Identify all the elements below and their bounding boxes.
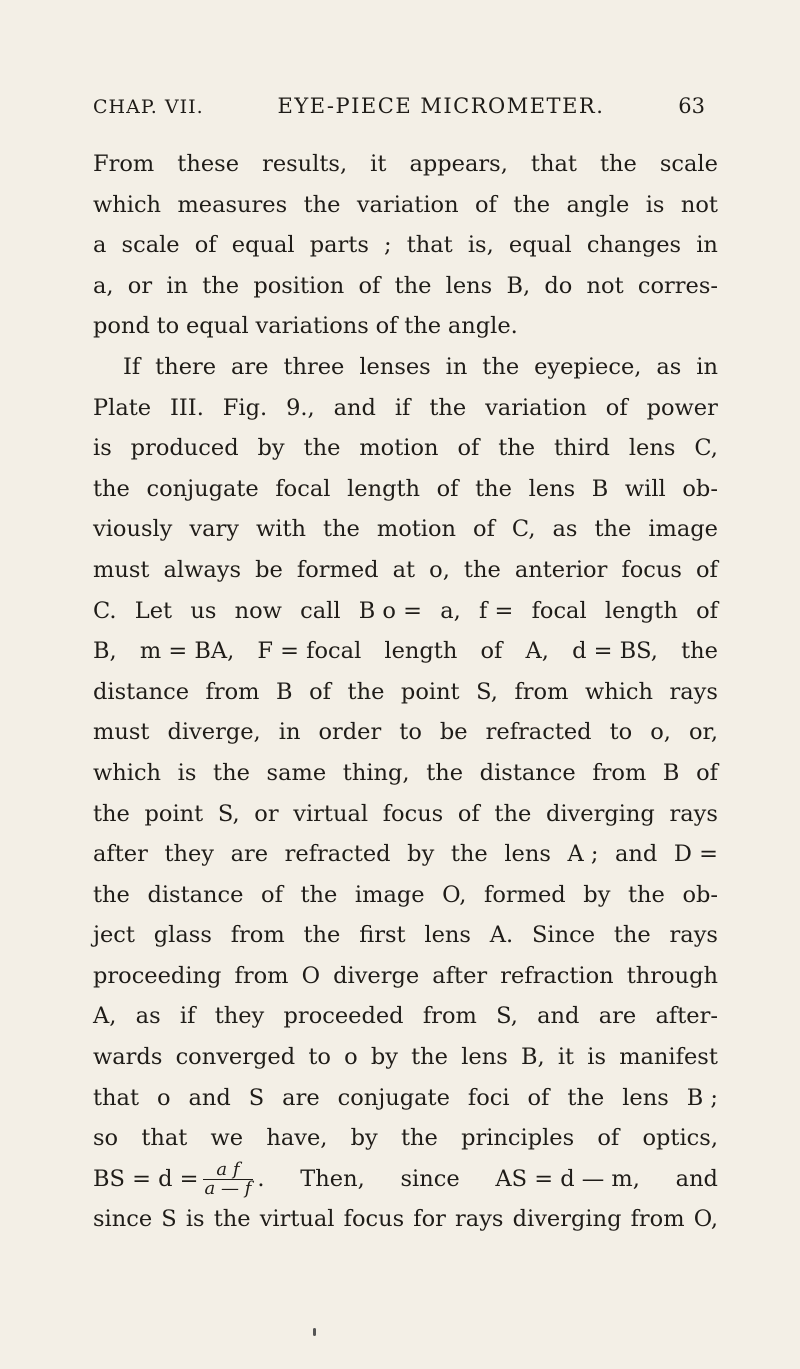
word: must <box>93 556 150 583</box>
formula-line <box>93 1159 718 1200</box>
text-line <box>93 631 718 672</box>
text-line <box>93 875 718 916</box>
word: is <box>93 435 112 462</box>
word: the <box>426 759 464 786</box>
word: S <box>161 1206 177 1233</box>
word: S, <box>217 800 240 827</box>
word: Since <box>532 922 596 949</box>
word: formed <box>484 881 566 908</box>
word: parts <box>309 232 369 259</box>
word: o, <box>429 556 450 583</box>
word: refracted <box>485 719 592 746</box>
word: angle <box>566 191 630 218</box>
fraction <box>203 1158 254 1199</box>
word: F = focal <box>257 638 362 665</box>
word: after <box>432 962 488 989</box>
word: from <box>592 759 647 786</box>
word: and <box>188 1084 231 1111</box>
formula-lhs: BS = d = <box>93 1165 199 1192</box>
word: of <box>309 678 331 705</box>
word: the <box>303 922 341 949</box>
word: as <box>656 353 682 380</box>
word: if <box>179 1003 196 1030</box>
word: a, <box>440 597 461 624</box>
word: of <box>474 191 497 218</box>
word: a, <box>93 272 114 299</box>
word: variation <box>485 394 587 421</box>
formula-word: since <box>400 1165 460 1192</box>
word: always <box>163 556 242 583</box>
word: the <box>93 881 130 908</box>
word: at <box>392 556 416 583</box>
word: vary <box>189 516 239 543</box>
word: conjugate <box>146 475 259 502</box>
word: that <box>406 232 453 259</box>
formula-word: and <box>675 1165 718 1192</box>
chapter-label: CHAP. VII. <box>93 96 204 118</box>
word: these <box>177 151 240 177</box>
text-line <box>93 956 718 997</box>
text-line <box>93 672 718 713</box>
word: and <box>615 841 658 868</box>
word: viously <box>93 516 173 543</box>
word: us <box>190 597 217 624</box>
word: that <box>530 151 577 177</box>
word: call <box>300 597 341 624</box>
word: by <box>350 1125 378 1152</box>
word: A, <box>525 638 549 665</box>
word: o <box>344 1044 358 1071</box>
word: the <box>482 353 520 380</box>
word: in <box>445 353 468 380</box>
word: the <box>411 1044 448 1071</box>
word: by <box>257 435 285 462</box>
word: to <box>609 719 633 746</box>
word: of <box>261 881 283 908</box>
word: B, <box>520 1044 545 1071</box>
word: converged <box>175 1044 296 1071</box>
word: are <box>282 1084 320 1111</box>
text-line <box>93 144 718 185</box>
word: equal <box>231 232 295 259</box>
word: of <box>527 1084 550 1111</box>
word: rays <box>669 800 718 827</box>
word: anterior <box>514 556 608 583</box>
word: focal <box>531 597 587 624</box>
word: results, <box>262 151 348 177</box>
text-line <box>93 753 718 794</box>
word: O, <box>442 881 467 908</box>
text-line <box>93 185 718 226</box>
word: the <box>494 800 532 827</box>
fraction-numerator: a f <box>203 1161 254 1180</box>
word: produced <box>130 435 239 462</box>
text-line <box>93 1199 718 1240</box>
word: the <box>475 475 512 502</box>
word: diverge, <box>167 719 261 746</box>
word: scale <box>121 232 180 259</box>
word: of <box>597 1125 620 1152</box>
word: from <box>422 1003 477 1030</box>
running-header <box>93 94 705 118</box>
text-line <box>93 1118 718 1159</box>
word: ject <box>93 922 135 949</box>
word: ob- <box>682 881 718 908</box>
word: by <box>370 1044 398 1071</box>
word: the <box>347 678 385 705</box>
word: Fig. <box>222 394 268 421</box>
word: A, <box>93 1003 117 1030</box>
word: they <box>164 841 214 868</box>
word: from <box>234 962 289 989</box>
word: lens <box>504 841 551 868</box>
word: lenses <box>359 353 431 380</box>
word: is <box>587 1044 606 1071</box>
word: the <box>303 435 341 462</box>
word: 9., <box>286 394 315 421</box>
word: C, <box>694 435 718 462</box>
word: diverging <box>512 1206 622 1233</box>
word: rays <box>669 922 718 949</box>
word: S <box>248 1084 265 1111</box>
word: be <box>439 719 468 746</box>
word: of <box>375 313 398 340</box>
word: the <box>463 556 501 583</box>
word: B ; <box>686 1084 718 1111</box>
word: focal <box>275 475 331 502</box>
word: the <box>513 191 551 218</box>
word: or <box>127 272 153 299</box>
word: length <box>384 638 458 665</box>
text-line <box>93 712 718 753</box>
text-line <box>93 1078 718 1119</box>
text-line <box>93 428 718 469</box>
word: m = BA, <box>139 638 235 665</box>
word: will <box>624 475 666 502</box>
word: focus <box>382 800 444 827</box>
word: the <box>93 800 130 827</box>
word: position <box>253 272 345 299</box>
word: they <box>214 1003 265 1030</box>
word: point <box>400 678 460 705</box>
word: of <box>696 759 718 786</box>
formula-word: Then, <box>300 1165 365 1192</box>
word: lens <box>628 435 676 462</box>
word: is, <box>467 232 494 259</box>
word: variations <box>255 313 369 340</box>
formula-period: . <box>257 1165 265 1192</box>
word: have, <box>266 1125 328 1152</box>
word: the <box>594 516 632 543</box>
word: it <box>370 151 387 177</box>
word: S, <box>476 678 498 705</box>
word: by <box>583 881 611 908</box>
word: the <box>300 881 338 908</box>
word: appears, <box>409 151 508 177</box>
text-line <box>93 834 718 875</box>
text-line <box>93 915 718 956</box>
word: proceeding <box>93 962 222 989</box>
word: to <box>156 313 180 340</box>
word: focus <box>343 1206 405 1233</box>
word: the <box>323 516 360 543</box>
word: rays <box>455 1206 504 1233</box>
text-line <box>93 591 718 632</box>
word: not <box>586 272 624 299</box>
word: as <box>135 1003 161 1030</box>
word: first <box>359 922 406 949</box>
word: do <box>544 272 573 299</box>
word: after <box>93 841 148 868</box>
word: S, <box>496 1003 518 1030</box>
word: the <box>404 313 442 340</box>
word: refracted <box>284 841 391 868</box>
word: If <box>123 353 141 380</box>
word: as <box>552 516 578 543</box>
word: scale <box>659 151 718 177</box>
word: manifest <box>619 1044 718 1071</box>
word: B <box>662 759 680 786</box>
word: the <box>599 151 637 177</box>
word: the <box>394 272 432 299</box>
text-line <box>93 550 718 591</box>
word: rays <box>669 678 718 705</box>
word: in <box>696 353 718 380</box>
word: length <box>604 597 678 624</box>
word: B <box>276 678 293 705</box>
word: that <box>93 1084 139 1111</box>
word: we <box>210 1125 244 1152</box>
word: a <box>93 232 107 259</box>
word: angle. <box>447 313 518 340</box>
word: the <box>213 759 250 786</box>
word: the <box>681 638 718 665</box>
text-line <box>93 996 718 1037</box>
word: to <box>399 719 422 746</box>
word: of <box>194 232 217 259</box>
word: optics, <box>642 1125 718 1152</box>
word: of <box>696 556 718 583</box>
word: distance <box>93 678 190 705</box>
word: and <box>537 1003 580 1030</box>
word: the <box>498 435 536 462</box>
word: ; <box>384 232 392 259</box>
word: not <box>680 191 718 218</box>
word: lens <box>528 475 576 502</box>
word: glass <box>153 922 212 949</box>
word: the <box>202 272 240 299</box>
text-line <box>93 509 718 550</box>
word: in <box>166 272 189 299</box>
word: equal <box>508 232 572 259</box>
word: Let <box>134 597 173 624</box>
word: from <box>630 1206 685 1233</box>
word: of <box>696 597 718 624</box>
word: are <box>598 1003 637 1030</box>
word: B, <box>93 638 117 665</box>
text-line <box>93 225 718 266</box>
ink-speck <box>313 1328 316 1336</box>
text-line <box>93 469 718 510</box>
word: wards <box>93 1044 163 1071</box>
word: C, <box>511 516 536 543</box>
word: III. <box>170 394 204 421</box>
word: now <box>234 597 282 624</box>
word: O, <box>693 1206 718 1233</box>
word: that <box>141 1125 188 1152</box>
word: which <box>93 759 162 786</box>
word: if <box>394 394 411 421</box>
word: the <box>93 475 130 502</box>
word: in <box>278 719 301 746</box>
word: the <box>429 394 467 421</box>
word: virtual <box>293 800 369 827</box>
word: the <box>628 881 665 908</box>
word: f = <box>479 597 514 624</box>
word: of <box>457 800 480 827</box>
word: of <box>436 475 459 502</box>
body-text <box>93 144 718 1240</box>
word: which <box>93 191 162 218</box>
word: three <box>283 353 345 380</box>
word: focus <box>621 556 682 583</box>
word: From <box>93 151 155 177</box>
word: equal <box>185 313 249 340</box>
word: proceeded <box>283 1003 404 1030</box>
word: diverge <box>333 962 420 989</box>
word: are <box>231 353 269 380</box>
word: B, <box>506 272 531 299</box>
text-line <box>93 794 718 835</box>
word: since <box>93 1206 153 1233</box>
word: or <box>254 800 279 827</box>
word: o <box>156 1084 171 1111</box>
word: O <box>301 962 321 989</box>
word: diverging <box>545 800 655 827</box>
word: lens <box>445 272 493 299</box>
word: the <box>613 922 651 949</box>
word: and <box>333 394 376 421</box>
word: to <box>308 1044 331 1071</box>
word: the <box>303 191 341 218</box>
word: so <box>93 1125 119 1152</box>
text-line <box>93 306 718 347</box>
word: image <box>354 881 425 908</box>
word: same <box>266 759 327 786</box>
word: foci <box>467 1084 510 1111</box>
word: of <box>605 394 628 421</box>
word: corres- <box>637 272 718 299</box>
word: be <box>255 556 283 583</box>
word: o, <box>650 719 671 746</box>
word: by <box>407 841 435 868</box>
running-title: EYE-PIECE MICROMETER. <box>277 94 605 118</box>
word: C. <box>93 597 117 624</box>
word: of <box>473 516 495 543</box>
text-line <box>93 266 718 307</box>
word: the <box>400 1125 438 1152</box>
word: of <box>480 638 503 665</box>
word: lens <box>622 1084 669 1111</box>
word: from <box>514 678 569 705</box>
word: A ; <box>567 841 599 868</box>
word: pond <box>93 313 150 340</box>
word: image <box>648 516 718 543</box>
word: is <box>645 191 665 218</box>
text-line <box>93 388 718 429</box>
word: B o = <box>358 597 422 624</box>
word: third <box>554 435 610 462</box>
word: of <box>358 272 381 299</box>
word: with <box>256 516 306 543</box>
word: order <box>318 719 382 746</box>
word: refraction <box>500 962 614 989</box>
word: must <box>93 719 150 746</box>
word: conjugate <box>337 1084 450 1111</box>
word: in <box>696 232 718 259</box>
word: from <box>230 922 285 949</box>
page-number: 63 <box>678 94 705 118</box>
word: the <box>213 1206 251 1233</box>
word: lens <box>424 922 471 949</box>
word: for <box>413 1206 446 1233</box>
word: it <box>557 1044 575 1071</box>
word: through <box>626 962 718 989</box>
formula-word: AS = d — m, <box>495 1165 640 1192</box>
word: lens <box>461 1044 508 1071</box>
word: motion <box>376 516 457 543</box>
word: ob- <box>682 475 718 502</box>
word: d = BS, <box>572 638 658 665</box>
word: are <box>230 841 269 868</box>
word: which <box>584 678 653 705</box>
word: length <box>347 475 421 502</box>
word: motion <box>359 435 439 462</box>
word: there <box>155 353 217 380</box>
word: distance <box>479 759 576 786</box>
word: from <box>205 678 260 705</box>
word: power <box>646 394 718 421</box>
word: principles <box>461 1125 575 1152</box>
word: changes <box>586 232 682 259</box>
word: of <box>457 435 480 462</box>
word: is <box>177 759 197 786</box>
word: D = <box>673 841 718 868</box>
word: B <box>591 475 609 502</box>
word: is <box>185 1206 205 1233</box>
text-line <box>93 347 718 388</box>
word: formed <box>296 556 379 583</box>
word: or, <box>688 719 718 746</box>
word: Plate <box>93 394 152 421</box>
text-line <box>93 1037 718 1078</box>
word: A. <box>489 922 514 949</box>
word: variation <box>356 191 459 218</box>
fraction-denominator: a — f <box>204 1177 252 1199</box>
word: distance <box>147 881 244 908</box>
word: virtual <box>259 1206 335 1233</box>
word: the <box>567 1084 605 1111</box>
word: the <box>450 841 488 868</box>
word: measures <box>177 191 288 218</box>
word: eyepiece, <box>534 353 642 380</box>
word: thing, <box>342 759 410 786</box>
word: after- <box>655 1003 718 1030</box>
word: point <box>144 800 204 827</box>
